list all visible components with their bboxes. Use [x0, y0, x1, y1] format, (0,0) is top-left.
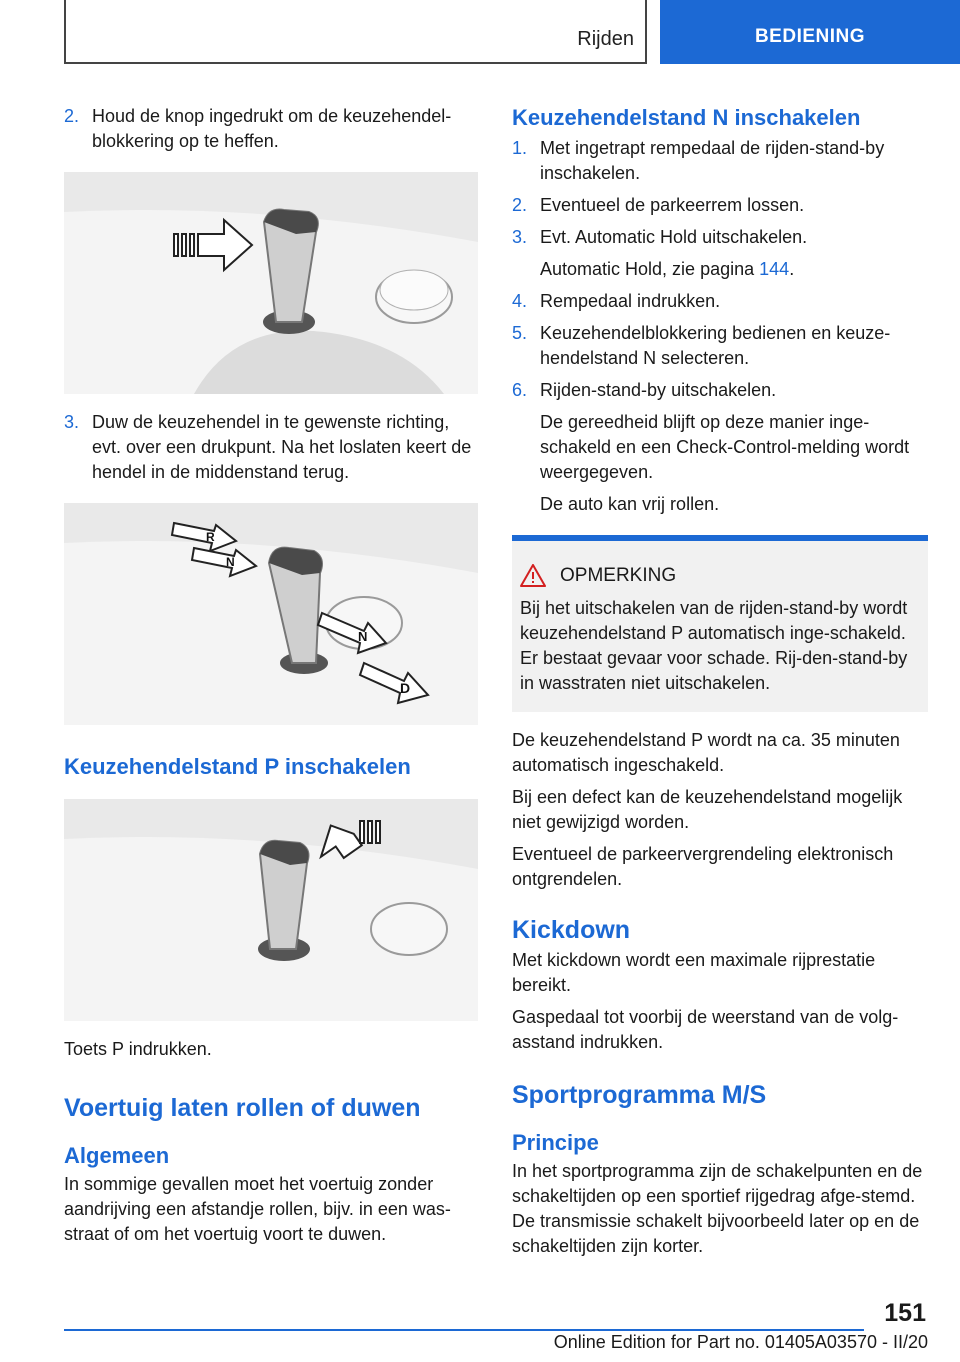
step-item	[64, 410, 478, 485]
arrow-label-n-right: N	[358, 629, 368, 644]
arrow-label-r: R	[206, 530, 215, 544]
paragraph: In het sportprogramma zijn de schakelpunten en de schakeltijden op een sportief rijgedrag afge-stemd. De transmissie schakelt bijvoorbeeld later op en de schakeltijden zijn korter.	[512, 1161, 923, 1256]
general-text: In sommige gevallen moet het voertuig zonder aandrijving een afstandje rollen, bijv. in een was-straat of om het voertuig voort te duwen.	[64, 1174, 451, 1244]
step-item	[512, 289, 928, 314]
step-item	[64, 104, 478, 154]
step-number: 2.	[512, 195, 528, 215]
paragraph: Met kickdown wordt een maximale rijprestatie bereikt.	[512, 950, 876, 995]
step-text: Duw de keuzehendel in te gewenste richting, evt. over een drukpunt. Na het loslaten keert de hendel in de middenstand terug.	[92, 412, 472, 482]
step-number: 4.	[512, 291, 528, 311]
heading-principle: Principe	[512, 1130, 599, 1155]
step-text: Eventueel de parkeerrem lossen.	[540, 195, 805, 215]
notice-box	[512, 535, 928, 712]
paragraph: De keuzehendelstand P wordt na ca. 35 minuten automatisch ingeschakeld.	[512, 730, 900, 775]
step-item	[512, 225, 928, 250]
footer-edition: Online Edition for Part no. 01405A03570 - II/20	[553, 1332, 928, 1352]
figure-park-button	[64, 799, 478, 1021]
header-box	[64, 0, 647, 64]
page-link[interactable]: 144	[759, 259, 790, 279]
step-item	[512, 321, 928, 371]
header-chapter-tab: BEDIENING	[660, 0, 960, 64]
notice-text: Bij het uitschakelen van de rijden-stand-by wordt keuzehendelstand P automatisch inge-schakeld. Er bestaat gevaar voor schade. Rij-den-stand-by in wasstraten niet uitschakelen.	[520, 598, 908, 693]
step-text: Met ingetrapt rempedaal de rijden-stand-by inschakelen.	[540, 138, 885, 183]
arrow-label-n-top: N	[226, 555, 235, 569]
step-subtext	[540, 257, 928, 282]
footer-rule	[64, 1329, 864, 1331]
step-text: Evt. Automatic Hold uitschakelen.	[540, 227, 808, 247]
step-number: 1.	[512, 138, 528, 158]
figure-gear-selector-button	[64, 172, 478, 394]
right-column	[512, 104, 928, 1266]
cross-reference-text: Automatic Hold, zie pagina	[540, 259, 755, 279]
step-number: 3.	[512, 227, 528, 247]
warning-icon	[520, 564, 546, 587]
paragraph: Gaspedaal tot voorbij de weerstand van de volg-asstand indrukken.	[512, 1007, 899, 1052]
heading-kickdown: Kickdown	[512, 916, 631, 944]
step-number: 3.	[64, 412, 80, 432]
cross-reference-end: .	[789, 259, 795, 279]
step-number: 6.	[512, 380, 528, 400]
notice-title: OPMERKING	[560, 565, 677, 586]
paragraph: Bij een defect kan de keuzehendelstand mogelijk niet gewijzigd worden.	[512, 787, 903, 832]
heading-neutral-position: Keuzehendelstand N inschakelen	[512, 105, 861, 130]
step-item	[512, 193, 928, 218]
heading-sport-program: Sportprogramma M/S	[512, 1081, 767, 1109]
left-column	[64, 104, 478, 1254]
step-text: Houd de knop ingedrukt om de keuzehendel-blokkering op te heffen.	[92, 106, 452, 151]
step-text: Rempedaal indrukken.	[540, 291, 721, 311]
heading-rolling-pushing: Voertuig laten rollen of duwen	[64, 1094, 421, 1122]
page-number: 151	[884, 1299, 926, 1327]
arrow-label-d: D	[400, 680, 411, 696]
step-subtext: De gereedheid blijft op deze manier inge-schakeld en een Check-Control-melding wordt weergegeven.	[540, 412, 910, 482]
heading-park-position: Keuzehendelstand P inschakelen	[64, 754, 411, 779]
header-section-title: Rijden	[577, 28, 634, 50]
step-number: 2.	[64, 106, 80, 126]
step-text: Keuzehendelblokkering bedienen en keuze-hendelstand N selecteren.	[540, 323, 891, 368]
step-text: Rijden-stand-by uitschakelen.	[540, 380, 777, 400]
step-item	[512, 136, 928, 186]
step-number: 5.	[512, 323, 528, 343]
paragraph: Eventueel de parkeervergrendeling elektronisch ontgrendelen.	[512, 844, 894, 889]
notice-header	[520, 563, 920, 588]
park-instruction: Toets P indrukken.	[64, 1039, 212, 1059]
step-item	[512, 378, 928, 403]
step-subtext: De auto kan vrij rollen.	[540, 494, 720, 514]
figure-gear-selector-directions	[64, 503, 478, 725]
heading-general: Algemeen	[64, 1143, 170, 1168]
